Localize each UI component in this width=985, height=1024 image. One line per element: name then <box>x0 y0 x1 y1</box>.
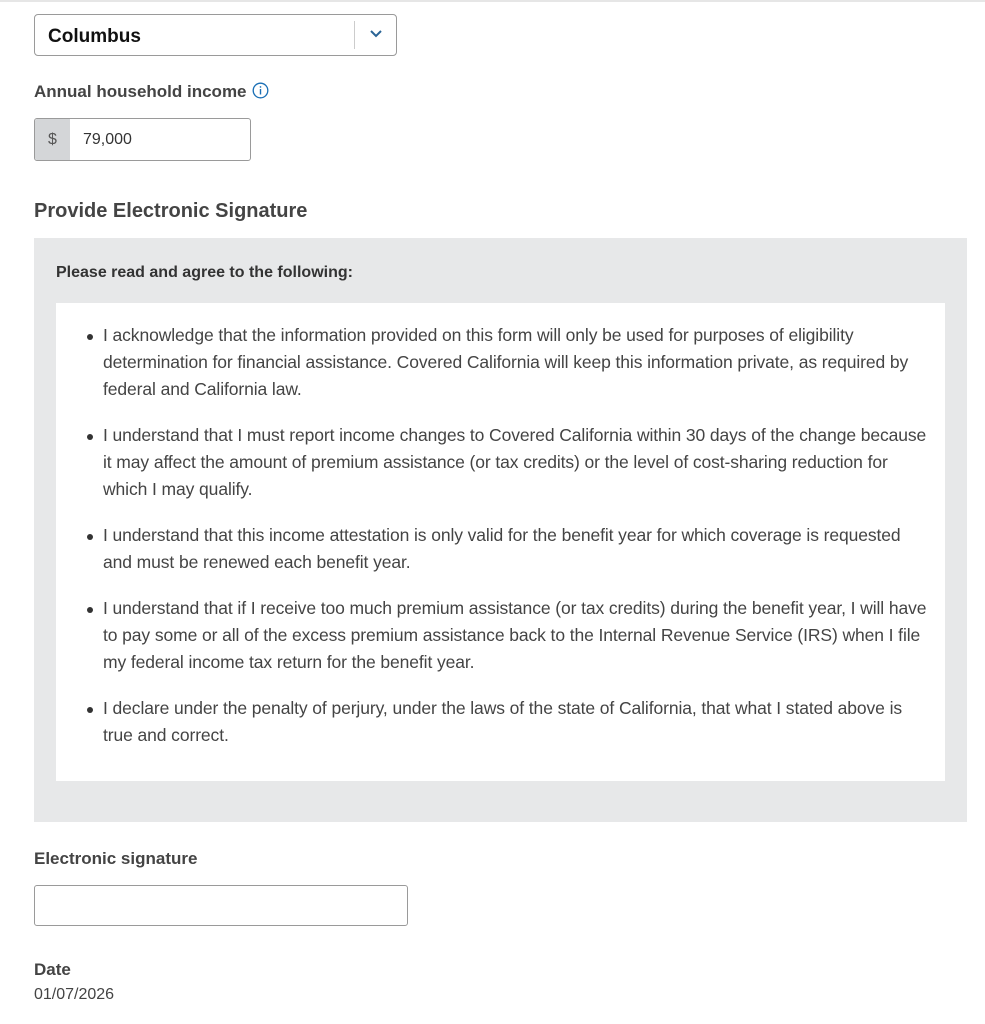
list-item: I understand that this income attestation is only valid for the benefit year for which coverage is requested and must be renewed each benefit year. <box>103 522 933 576</box>
signature-label: Electronic signature <box>34 849 198 868</box>
city-select-value: Columbus <box>48 26 141 47</box>
list-item: I acknowledge that the information provided on this form will only be used for purposes of eligibility determination for financial assistance. Covered California will keep this information private, as required by federal and California law. <box>103 322 933 403</box>
currency-prefix: $ <box>35 119 70 160</box>
date-label: Date <box>34 960 71 979</box>
info-icon[interactable] <box>252 82 269 99</box>
income-label <box>34 82 269 102</box>
section-title: Provide Electronic Signature <box>34 200 308 222</box>
select-separator <box>354 21 355 49</box>
agreement-box <box>56 303 945 781</box>
income-value[interactable]: 79,000 <box>83 131 132 148</box>
income-input[interactable] <box>34 118 251 161</box>
income-label-text: Annual household income <box>34 82 247 101</box>
agreement-panel <box>34 238 967 822</box>
list-item: I declare under the penalty of perjury, under the laws of the state of California, that what I stated above is true and correct. <box>103 695 933 749</box>
signature-input[interactable] <box>34 885 408 926</box>
list-item: I understand that I must report income changes to Covered California within 30 days of the change because it may affect the amount of premium assistance (or tax credits) or the level of cost-sharing reduction for which I may qualify. <box>103 422 933 503</box>
date-value: 01/07/2026 <box>34 986 115 1003</box>
city-select[interactable] <box>34 14 397 56</box>
agreement-intro: Please read and agree to the following: <box>56 264 353 281</box>
chevron-down-icon <box>368 25 384 41</box>
top-divider <box>0 0 985 2</box>
agreement-list <box>103 322 933 768</box>
list-item: I understand that if I receive too much premium assistance (or tax credits) during the benefit year, I will have to pay some or all of the excess premium assistance back to the Internal Revenue Service (IRS) when I file my federal income tax return for the benefit year. <box>103 595 933 676</box>
